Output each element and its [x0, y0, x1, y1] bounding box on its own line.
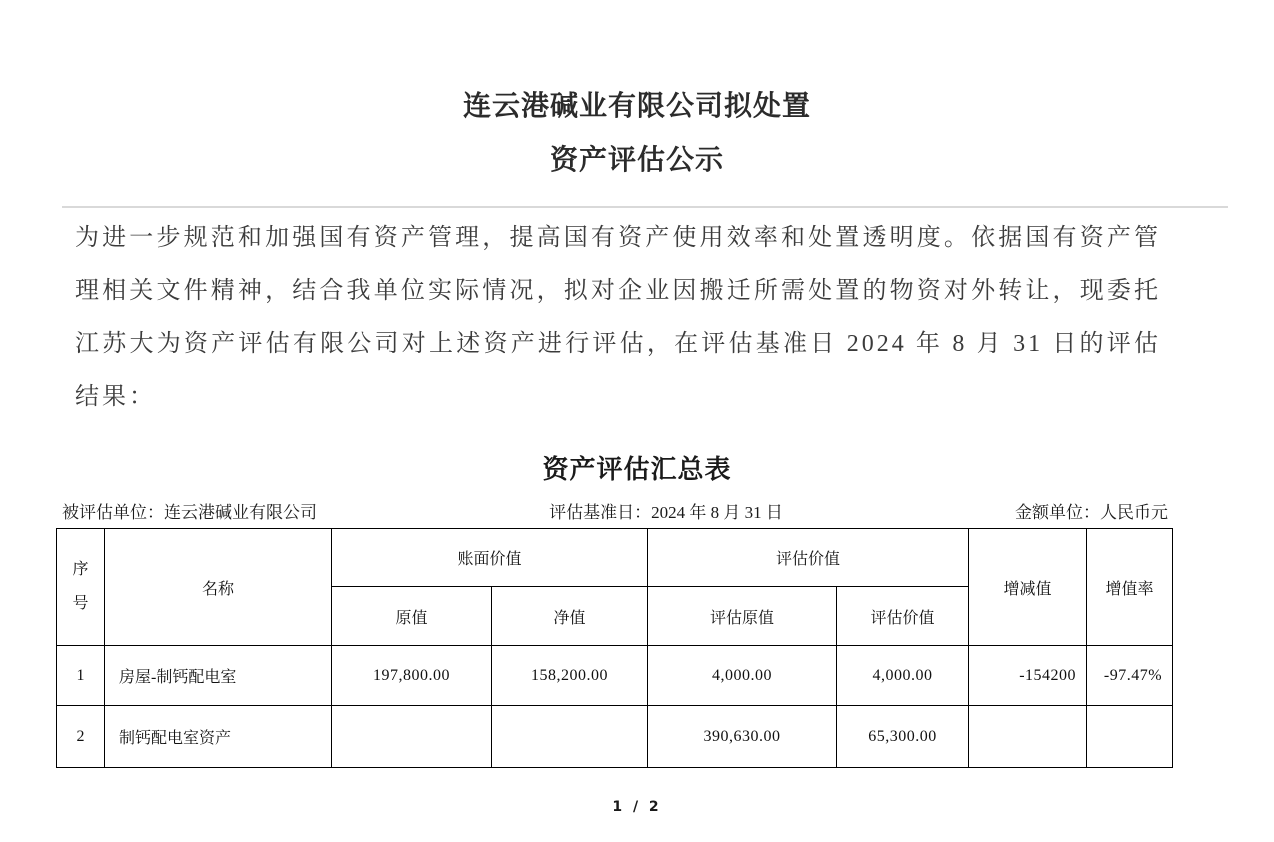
- table-header-row-1: [57, 529, 1173, 587]
- header-change-rate: 增值率: [1087, 529, 1173, 646]
- meta-base-date: 评估基准日：2024 年 8 月 31 日: [549, 503, 783, 522]
- asset-summary-table: [56, 528, 1173, 768]
- cell-appraisal-original: 390,630.00: [648, 706, 837, 768]
- section-divider: [62, 206, 1228, 208]
- header-appraisal-value: 评估价值: [837, 587, 969, 646]
- table-row: [57, 646, 1173, 706]
- title-line-2: 资产评估公示: [549, 145, 724, 176]
- cell-book-original: [332, 706, 492, 768]
- cell-name: 制钙配电室资产: [105, 706, 332, 768]
- cell-book-net: 158,200.00: [492, 646, 648, 706]
- header-name: 名称: [105, 529, 332, 646]
- cell-book-original: 197,800.00: [332, 646, 492, 706]
- cell-change: [969, 706, 1087, 768]
- meta-evaluated-unit: 被评估单位：连云港碱业有限公司: [62, 503, 317, 522]
- cell-name: 房屋-制钙配电室: [105, 646, 332, 706]
- header-appraisal-group: 评估价值: [648, 529, 969, 587]
- cell-change-rate: -97.47%: [1087, 646, 1173, 706]
- page-number: 1 / 2: [612, 799, 662, 815]
- cell-appraisal-value: 65,300.00: [837, 706, 969, 768]
- table-meta-row: [62, 498, 1168, 523]
- header-seq: 序号: [57, 529, 105, 646]
- table-row: [57, 706, 1173, 768]
- summary-table-title: 资产评估汇总表: [542, 455, 732, 484]
- meta-currency-unit: 金额单位：人民币元: [1015, 503, 1168, 522]
- intro-paragraph: 为进一步规范和加强国有资产管理，提高国有资产使用效率和处置透明度。依据国有资产管理相关文件精神，结合我单位实际情况，拟对企业因搬迁所需处置的物资对外转让，现委托江苏大为资产评估有限公司对上述资产进行评估，在评估基准日 2024 年 8 月 31 日的评估结果：: [75, 225, 1161, 410]
- title-line-1: 连云港碱业有限公司拟处置: [462, 91, 811, 122]
- header-change: 增减值: [969, 529, 1087, 646]
- cell-appraisal-value: 4,000.00: [837, 646, 969, 706]
- cell-change-rate: [1087, 706, 1173, 768]
- cell-book-net: [492, 706, 648, 768]
- header-appraisal-original: 评估原值: [648, 587, 837, 646]
- header-book-net: 净值: [492, 587, 648, 646]
- header-book-value-group: 账面价值: [332, 529, 648, 587]
- header-book-original: 原值: [332, 587, 492, 646]
- cell-appraisal-original: 4,000.00: [648, 646, 837, 706]
- cell-change: -154200: [969, 646, 1087, 706]
- cell-seq: 1: [57, 646, 105, 706]
- document-title: [0, 80, 1274, 188]
- cell-seq: 2: [57, 706, 105, 768]
